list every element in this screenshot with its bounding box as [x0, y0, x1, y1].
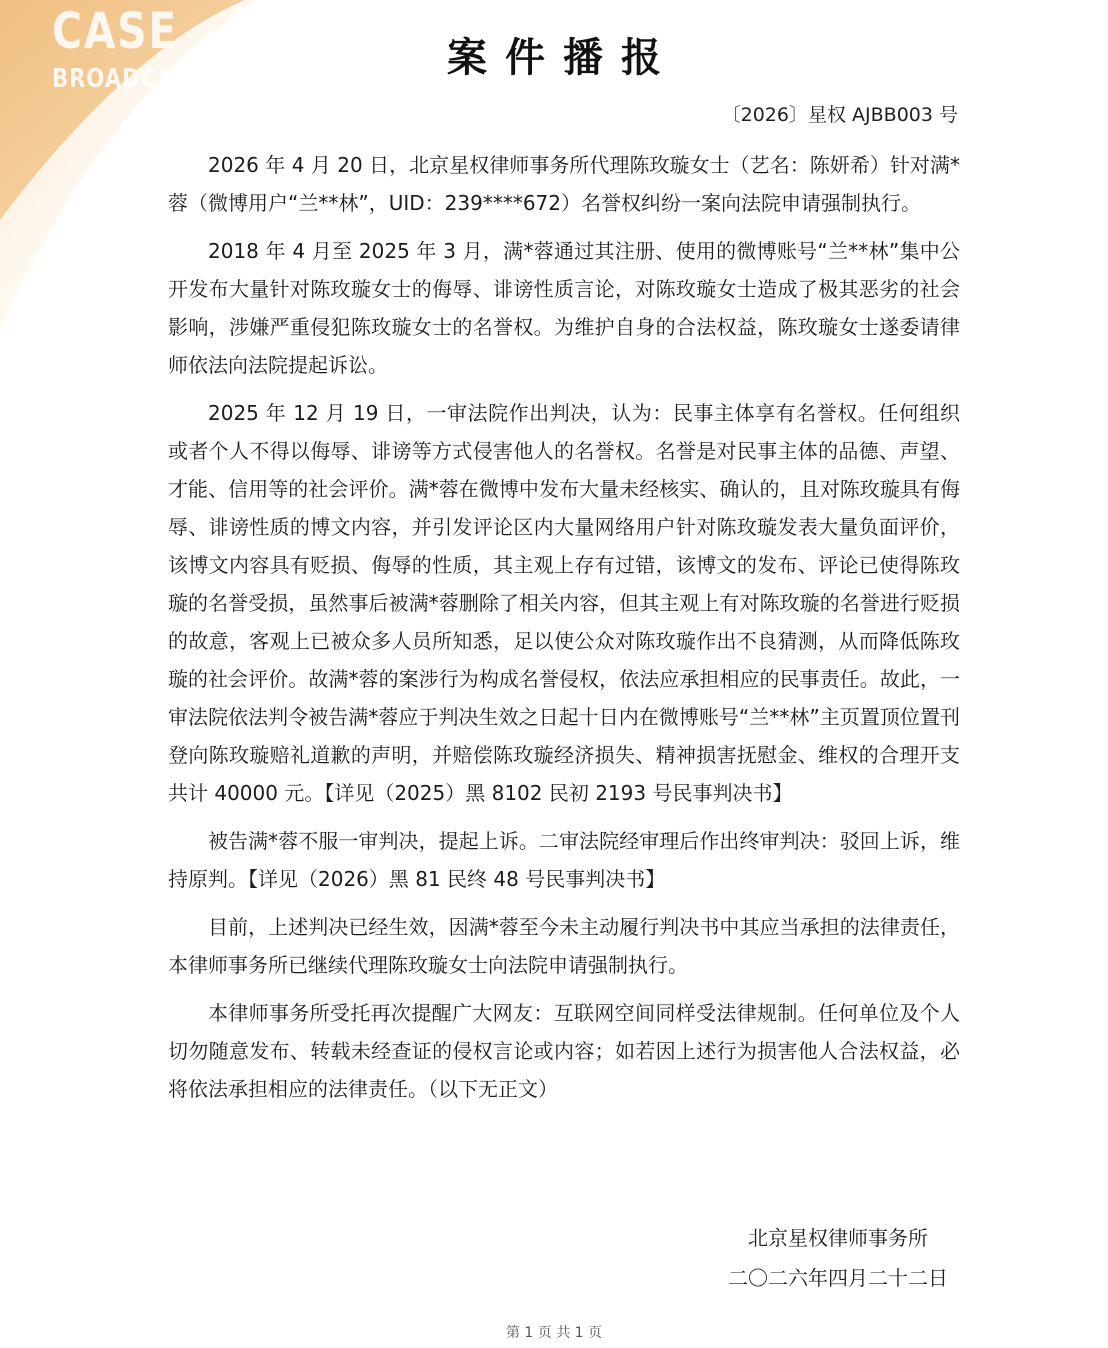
page-number: 第 1 页 共 1 页 [505, 1325, 603, 1341]
document-title: 案件播报 [447, 35, 679, 81]
document-body [168, 146, 960, 1118]
paragraph-2: 2018 年 4 月至 2025 年 3 月，满*蓉通过其注册、使用的微博账号“兰**林”集中公开发布大量针对陈玫璇女士的侮辱、诽谤性质言论，对陈玫璇女士造成了极其恶劣的社会影响，涉嫌严重侵犯陈玫璇女士的名誉权。为维护自身的合法权益，陈玫璇女士遂委请律师依法向法院提起诉讼。 [168, 239, 960, 377]
signature-date: 二〇二六年四月二十二日 [728, 1266, 948, 1290]
watermark-line1: CASE [52, 2, 178, 60]
watermark-line2: BROADCAST [52, 64, 206, 94]
document-number: 〔2026〕星权 AJBB003 号 [721, 104, 958, 126]
signature-firm: 北京星权律师事务所 [748, 1226, 928, 1250]
paragraph-3: 2025 年 12 月 19 日，一审法院作出判决，认为：民事主体享有名誉权。任何组织或者个人不得以侮辱、诽谤等方式侵害他人的名誉权。名誉是对民事主体的品德、声望、才能、信用等的社会评价。满*蓉在微博中发布大量未经核实、确认的，且对陈玫璇具有侮辱、诽谤性质的博文内容，并引发评论区内大量网络用户针对陈玫璇发表大量负面评价，该博文内容具有贬损、侮辱的性质，其主观上存有过错，该博文的发布、评论已使得陈玫璇的名誉受损，虽然事后被满*蓉删除了相关内容，但其主观上有对陈玫璇的名誉进行贬损的故意，客观上已被众多人员所知悉，足以使公众对陈玫璇作出不良猜测，从而降低陈玫璇的社会评价。故满*蓉的案涉行为构成名誉侵权，依法应承担相应的民事责任。故此，一审法院依法判令被告满*蓉应于判决生效之日起十日内在微博账号“兰**林”主页置顶位置刊登向陈玫璇赔礼道歉的声明，并赔偿陈玫璇经济损失、精神损害抚慰金、维权的合理开支共计 40000 元。【详见（2025）黑 8102 民初 2193 号民事判决书】 [168, 401, 960, 805]
paragraph-6: 本律师事务所受托再次提醒广大网友：互联网空间同样受法律规制。任何单位及个人切勿随意发布、转载未经查证的侵权言论或内容；如若因上述行为损害他人合法权益，必将依法承担相应的法律责任。（以下无正文） [168, 1001, 960, 1101]
paragraph-5: 目前，上述判决已经生效，因满*蓉至今未主动履行判决书中其应当承担的法律责任，本律师事务所已继续代理陈玫璇女士向法院申请强制执行。 [168, 915, 960, 977]
paragraph-4: 被告满*蓉不服一审判决，提起上诉。二审法院经审理后作出终审判决：驳回上诉，维持原判。【详见（2026）黑 81 民终 48 号民事判决书】 [168, 829, 960, 891]
paragraph-1: 2026 年 4 月 20 日，北京星权律师事务所代理陈玫璇女士（艺名：陈妍希）针对满*蓉（微博用户“兰**林”，UID：239****672）名誉权纠纷一案向法院申请强制执行。 [168, 153, 960, 215]
